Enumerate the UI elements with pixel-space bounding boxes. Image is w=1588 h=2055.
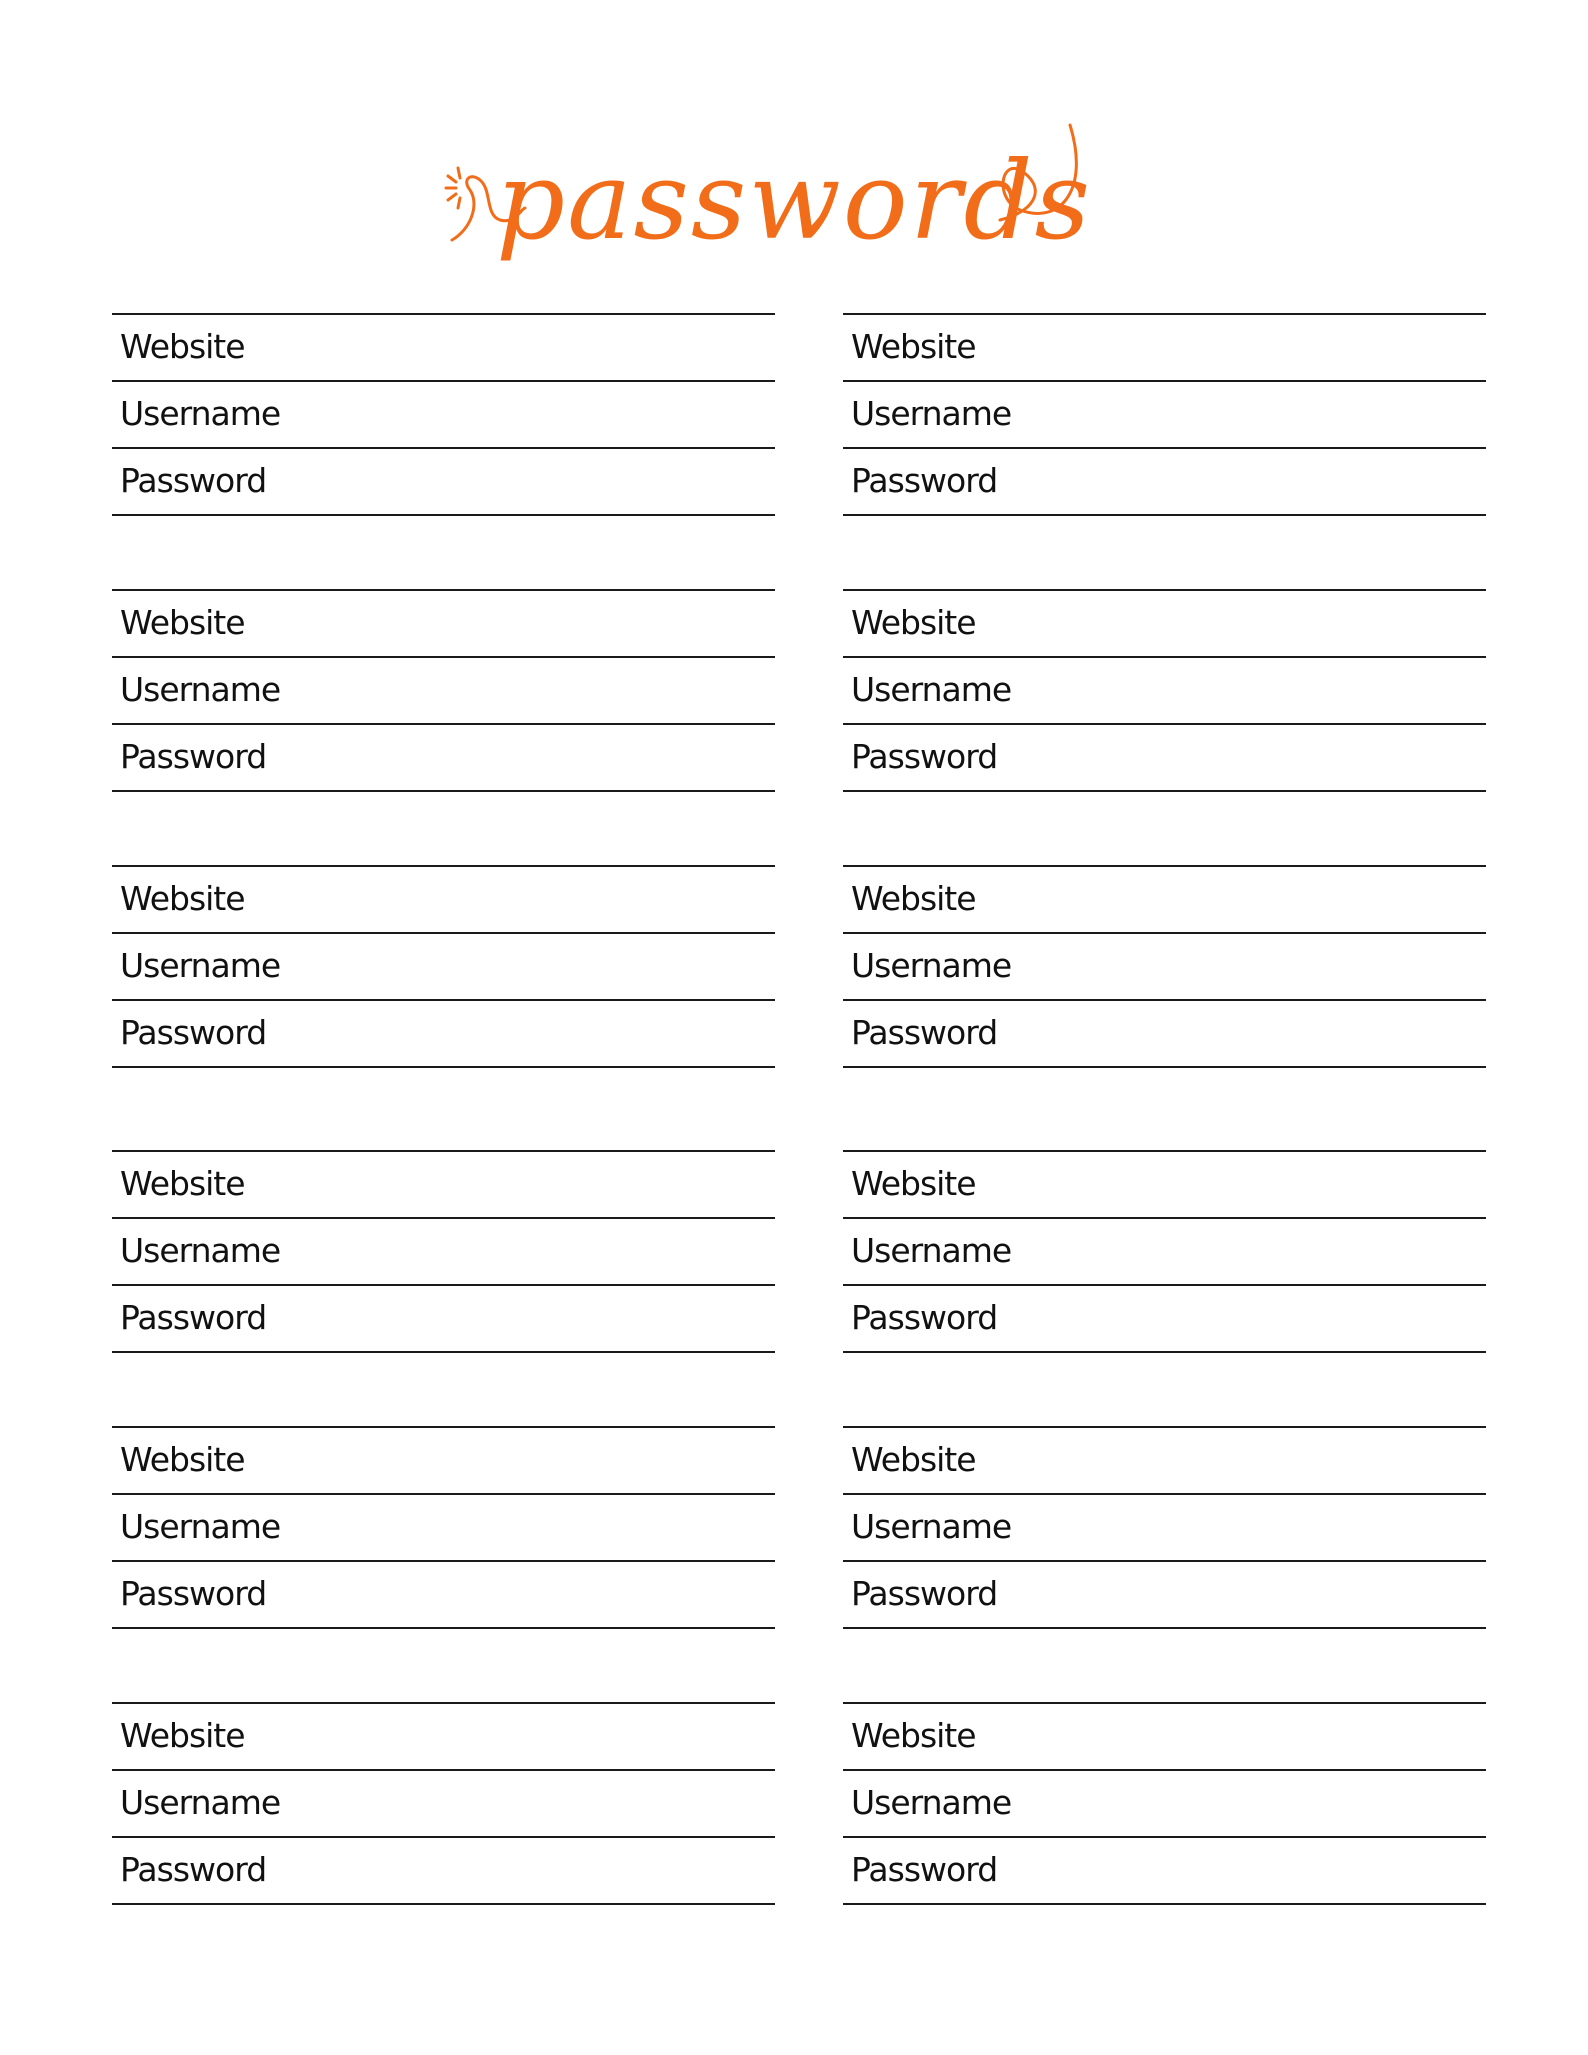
username-value[interactable] <box>332 1779 765 1829</box>
password-entry <box>843 1426 1486 1627</box>
password-label: Password <box>851 1013 998 1052</box>
website-value[interactable] <box>1063 1160 1476 1210</box>
website-label: Website <box>851 327 976 366</box>
website-value[interactable] <box>332 1712 765 1762</box>
website-label: Website <box>120 1716 245 1755</box>
password-field[interactable] <box>843 723 1486 792</box>
password-entry <box>112 1702 775 1903</box>
username-value[interactable] <box>332 1227 765 1277</box>
website-field[interactable] <box>843 589 1486 656</box>
website-label: Website <box>851 879 976 918</box>
password-label: Password <box>851 1574 998 1613</box>
password-field[interactable] <box>112 1560 775 1629</box>
website-field[interactable] <box>112 1426 775 1493</box>
password-label: Password <box>120 737 267 776</box>
website-label: Website <box>120 603 245 642</box>
password-entry <box>112 313 775 514</box>
username-field[interactable] <box>112 1493 775 1560</box>
username-value[interactable] <box>1063 666 1476 716</box>
password-label: Password <box>120 1298 267 1337</box>
website-value[interactable] <box>332 1436 765 1486</box>
username-value[interactable] <box>332 942 765 992</box>
username-value[interactable] <box>1063 1779 1476 1829</box>
password-label: Password <box>120 461 267 500</box>
website-value[interactable] <box>332 599 765 649</box>
website-value[interactable] <box>332 875 765 925</box>
username-label: Username <box>851 1231 1012 1270</box>
website-label: Website <box>851 1716 976 1755</box>
website-field[interactable] <box>843 1702 1486 1769</box>
password-value[interactable] <box>332 1846 765 1896</box>
password-value[interactable] <box>332 1009 765 1059</box>
password-label: Password <box>120 1013 267 1052</box>
username-value[interactable] <box>332 666 765 716</box>
website-label: Website <box>120 327 245 366</box>
password-entry <box>112 589 775 790</box>
password-label: Password <box>851 1298 998 1337</box>
password-value[interactable] <box>1063 1570 1476 1620</box>
username-label: Username <box>120 394 281 433</box>
username-value[interactable] <box>1063 942 1476 992</box>
website-field[interactable] <box>843 1150 1486 1217</box>
username-field[interactable] <box>112 380 775 447</box>
website-label: Website <box>120 1440 245 1479</box>
website-label: Website <box>851 1440 976 1479</box>
password-label: Password <box>120 1850 267 1889</box>
username-label: Username <box>120 1783 281 1822</box>
password-label: Password <box>851 1850 998 1889</box>
website-value[interactable] <box>1063 323 1476 373</box>
password-field[interactable] <box>112 447 775 516</box>
website-field[interactable] <box>843 313 1486 380</box>
password-field[interactable] <box>112 1836 775 1905</box>
password-field[interactable] <box>843 447 1486 516</box>
username-field[interactable] <box>843 1493 1486 1560</box>
password-value[interactable] <box>1063 1294 1476 1344</box>
username-field[interactable] <box>843 656 1486 723</box>
password-label: Password <box>851 461 998 500</box>
password-entry <box>112 865 775 1066</box>
username-value[interactable] <box>1063 1503 1476 1553</box>
username-label: Username <box>851 1783 1012 1822</box>
password-entry <box>843 313 1486 514</box>
username-value[interactable] <box>1063 390 1476 440</box>
password-value[interactable] <box>1063 1009 1476 1059</box>
password-field[interactable] <box>843 1284 1486 1353</box>
website-field[interactable] <box>112 865 775 932</box>
username-label: Username <box>851 394 1012 433</box>
website-label: Website <box>851 603 976 642</box>
password-entry <box>843 865 1486 1066</box>
website-field[interactable] <box>843 865 1486 932</box>
username-label: Username <box>851 1507 1012 1546</box>
username-field[interactable] <box>112 656 775 723</box>
password-field[interactable] <box>843 1560 1486 1629</box>
username-value[interactable] <box>1063 1227 1476 1277</box>
page-header <box>0 90 1588 290</box>
website-label: Website <box>851 1164 976 1203</box>
website-value[interactable] <box>1063 1712 1476 1762</box>
website-value[interactable] <box>332 323 765 373</box>
password-value[interactable] <box>1063 457 1476 507</box>
website-field[interactable] <box>112 1702 775 1769</box>
website-label: Website <box>120 1164 245 1203</box>
website-value[interactable] <box>332 1160 765 1210</box>
website-field[interactable] <box>843 1426 1486 1493</box>
username-field[interactable] <box>843 932 1486 999</box>
password-field[interactable] <box>112 1284 775 1353</box>
password-entry <box>843 1150 1486 1351</box>
username-label: Username <box>120 946 281 985</box>
password-entry <box>843 1702 1486 1903</box>
website-value[interactable] <box>1063 875 1476 925</box>
password-field[interactable] <box>112 723 775 792</box>
username-label: Username <box>120 1231 281 1270</box>
username-field[interactable] <box>112 1217 775 1284</box>
password-entry <box>112 1150 775 1351</box>
website-field[interactable] <box>112 589 775 656</box>
website-value[interactable] <box>1063 599 1476 649</box>
username-field[interactable] <box>843 380 1486 447</box>
password-field[interactable] <box>112 999 775 1068</box>
password-value[interactable] <box>1063 733 1476 783</box>
page-title: passwords <box>495 139 1093 264</box>
username-field[interactable] <box>843 1769 1486 1836</box>
username-field[interactable] <box>112 1769 775 1836</box>
username-label: Username <box>851 670 1012 709</box>
password-entry <box>843 589 1486 790</box>
website-field[interactable] <box>112 1150 775 1217</box>
website-label: Website <box>120 879 245 918</box>
password-value[interactable] <box>332 457 765 507</box>
password-field[interactable] <box>843 999 1486 1068</box>
username-value[interactable] <box>332 390 765 440</box>
username-value[interactable] <box>332 1503 765 1553</box>
password-entry <box>112 1426 775 1627</box>
password-label: Password <box>120 1574 267 1613</box>
password-value[interactable] <box>332 1570 765 1620</box>
password-value[interactable] <box>1063 1846 1476 1896</box>
username-label: Username <box>851 946 1012 985</box>
website-field[interactable] <box>112 313 775 380</box>
password-label: Password <box>851 737 998 776</box>
username-label: Username <box>120 1507 281 1546</box>
password-field[interactable] <box>843 1836 1486 1905</box>
username-field[interactable] <box>112 932 775 999</box>
password-value[interactable] <box>332 1294 765 1344</box>
website-value[interactable] <box>1063 1436 1476 1486</box>
username-field[interactable] <box>843 1217 1486 1284</box>
password-value[interactable] <box>332 733 765 783</box>
username-label: Username <box>120 670 281 709</box>
